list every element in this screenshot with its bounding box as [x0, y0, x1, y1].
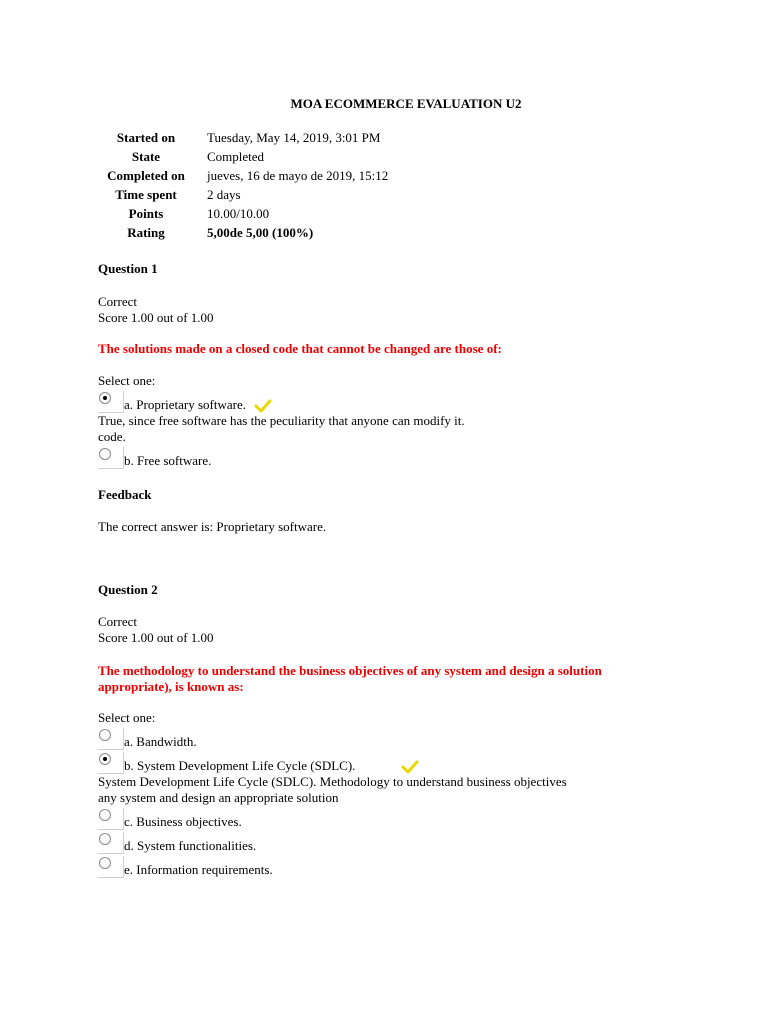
option-label: d. System functionalities.: [124, 838, 257, 853]
attempt-summary: [95, 130, 388, 244]
select-one-label: Select one:: [98, 710, 156, 725]
summary-row-state: [95, 149, 388, 168]
feedback-block: [98, 519, 678, 535]
check-icon: [254, 399, 272, 413]
option-label: b. System Development Life Cycle (SDLC).: [124, 758, 356, 773]
radio-cell: [98, 832, 124, 854]
radio-icon[interactable]: [99, 448, 111, 460]
feedback-heading: Feedback: [98, 487, 152, 502]
question-status: Correct: [98, 294, 137, 309]
question-heading: Question 2: [98, 582, 158, 597]
radio-cell: [98, 728, 124, 750]
question-heading: Question 1: [98, 261, 158, 276]
option-label: a. Proprietary software.: [124, 397, 247, 412]
question-1-text-block: [98, 341, 678, 357]
radio-icon[interactable]: [99, 857, 111, 869]
question-1-info: [98, 294, 678, 326]
option-a[interactable]: [98, 389, 678, 413]
radio-cell: [98, 808, 124, 830]
question-1-answers: [98, 373, 678, 469]
summary-value: Completed: [207, 149, 265, 164]
option-explanation: True, since free software has the peculiarity that anyone can modify it.: [98, 413, 465, 428]
option-b[interactable]: [98, 445, 678, 469]
option-label: b. Free software.: [124, 453, 212, 468]
feedback-text: The correct answer is: Proprietary software.: [98, 519, 327, 534]
option-d[interactable]: [98, 830, 678, 854]
option-b[interactable]: [98, 750, 678, 774]
summary-row-points: [95, 206, 388, 225]
summary-row-completed: [95, 168, 388, 187]
radio-icon[interactable]: [99, 392, 111, 404]
radio-icon[interactable]: [99, 753, 111, 765]
radio-cell: [98, 447, 124, 469]
check-icon: [401, 760, 419, 774]
radio-icon[interactable]: [99, 833, 111, 845]
radio-icon[interactable]: [99, 809, 111, 821]
radio-cell: [98, 752, 124, 774]
summary-label: Completed on: [107, 168, 185, 183]
summary-label: State: [131, 149, 161, 164]
summary-value: jueves, 16 de mayo de 2019, 15:12: [207, 168, 389, 183]
option-c[interactable]: [98, 806, 678, 830]
question-2-info: [98, 614, 678, 646]
summary-label: Time spent: [115, 187, 177, 202]
summary-value: 5,00de 5,00 (100%): [207, 225, 314, 240]
summary-row-started: [95, 130, 388, 149]
feedback-heading-block: [98, 487, 678, 503]
question-2-heading-block: [98, 582, 678, 598]
page-title: MOA ECOMMERCE EVALUATION U2: [290, 96, 522, 111]
radio-cell: [98, 856, 124, 878]
radio-icon[interactable]: [99, 729, 111, 741]
summary-label: Rating: [127, 225, 165, 240]
option-explanation: System Development Life Cycle (SDLC). Methodology to understand business objectives: [98, 774, 567, 789]
option-explanation: any system and design an appropriate solution: [98, 790, 339, 805]
summary-label: Started on: [116, 130, 176, 145]
summary-row-rating: [95, 225, 388, 244]
option-label: a. Bandwidth.: [124, 734, 197, 749]
question-text: The solutions made on a closed code that cannot be changed are those of:: [98, 341, 502, 356]
question-text: appropriate), is known as:: [98, 679, 244, 694]
summary-value: Tuesday, May 14, 2019, 3:01 PM: [207, 130, 381, 145]
question-score: Score 1.00 out of 1.00: [98, 630, 214, 645]
option-label: c. Business objectives.: [124, 814, 242, 829]
summary-value: 2 days: [207, 187, 241, 202]
radio-cell: [98, 391, 124, 413]
question-text: The methodology to understand the business objectives of any system and design a solution: [98, 663, 602, 678]
option-a[interactable]: [98, 726, 678, 750]
option-explanation: code.: [98, 429, 126, 444]
question-2-text-block: [98, 663, 678, 695]
question-score: Score 1.00 out of 1.00: [98, 310, 214, 325]
question-2-answers: [98, 710, 678, 878]
option-label: e. Information requirements.: [124, 862, 273, 877]
summary-label: Points: [128, 206, 164, 221]
question-1-heading-block: [98, 261, 678, 277]
summary-value: 10.00/10.00: [207, 206, 270, 221]
summary-row-time-spent: [95, 187, 388, 206]
question-status: Correct: [98, 614, 137, 629]
option-e[interactable]: [98, 854, 678, 878]
select-one-label: Select one:: [98, 373, 156, 388]
